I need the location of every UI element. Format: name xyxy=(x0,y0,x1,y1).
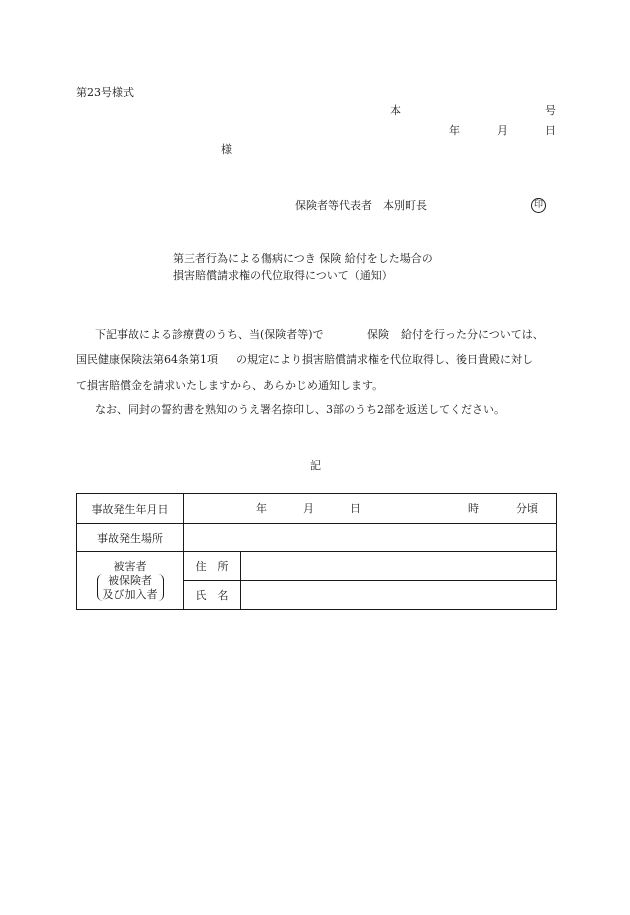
issuer: 保険者等代表者 本別町長 xyxy=(295,199,427,212)
victim-sublabel xyxy=(97,574,164,602)
body-line2-part1: 国民健康保険法第64条第1項 xyxy=(76,353,218,366)
datetime-month: 月 xyxy=(303,502,314,515)
incident-datetime-cell xyxy=(184,494,557,524)
table-row xyxy=(77,524,557,552)
datetime-day: 日 xyxy=(350,502,361,515)
name-label: 氏 名 xyxy=(184,581,241,610)
table-row xyxy=(77,552,557,581)
incident-place-label: 事故発生場所 xyxy=(77,524,184,552)
datetime-minute: 分頃 xyxy=(516,502,538,515)
address-value xyxy=(241,552,557,581)
body-line4: なお、同封の誓約書を熟知のうえ署名捺印し、3部のうち2部を返送してください。 xyxy=(95,403,505,416)
incident-datetime-label: 事故発生年月日 xyxy=(77,494,184,524)
notice-title-line1: 第三者行為による傷病につき 保険 給付をした場合の xyxy=(173,252,433,265)
victim-sublabel-insured: 被保険者 xyxy=(108,573,152,587)
body-line3: て損害賠償金を請求いたしますから、あらかじめ通知します。 xyxy=(76,379,384,392)
body-line2-part2: の規定により損害賠償請求権を代位取得し、後日貴殿に対し xyxy=(236,353,533,366)
body-line1-part2: 保険 xyxy=(367,328,389,341)
reference-number-go: 号 xyxy=(545,104,556,117)
victim-sublabel-member: 及び加入者 xyxy=(102,587,158,601)
date-month: 月 xyxy=(497,124,508,137)
body-line1-part1: 下記事故による診療費のうち、当(保険者等)で xyxy=(95,328,324,341)
name-value xyxy=(241,581,557,610)
address-label: 住 所 xyxy=(184,552,241,581)
form-number: 第23号様式 xyxy=(76,86,134,99)
incident-table xyxy=(76,493,557,610)
notice-title-line2: 損害賠償請求権の代位取得について（通知） xyxy=(173,269,393,282)
victim-label: 被害者 xyxy=(113,559,147,573)
incident-place-value xyxy=(184,524,557,552)
seal-icon: 印 xyxy=(531,198,546,213)
addressee-sama: 様 xyxy=(221,143,232,156)
datetime-year: 年 xyxy=(256,502,267,515)
date-year: 年 xyxy=(449,124,460,137)
datetime-hour: 時 xyxy=(468,502,479,515)
table-row xyxy=(77,494,557,524)
reference-number-hon: 本 xyxy=(390,104,401,117)
date-day: 日 xyxy=(545,124,556,137)
ki-heading: 記 xyxy=(310,459,321,472)
seal-mark xyxy=(531,198,546,213)
victim-label-cell xyxy=(77,552,184,610)
body-line1-part3: 給付を行った分については、 xyxy=(401,328,544,341)
